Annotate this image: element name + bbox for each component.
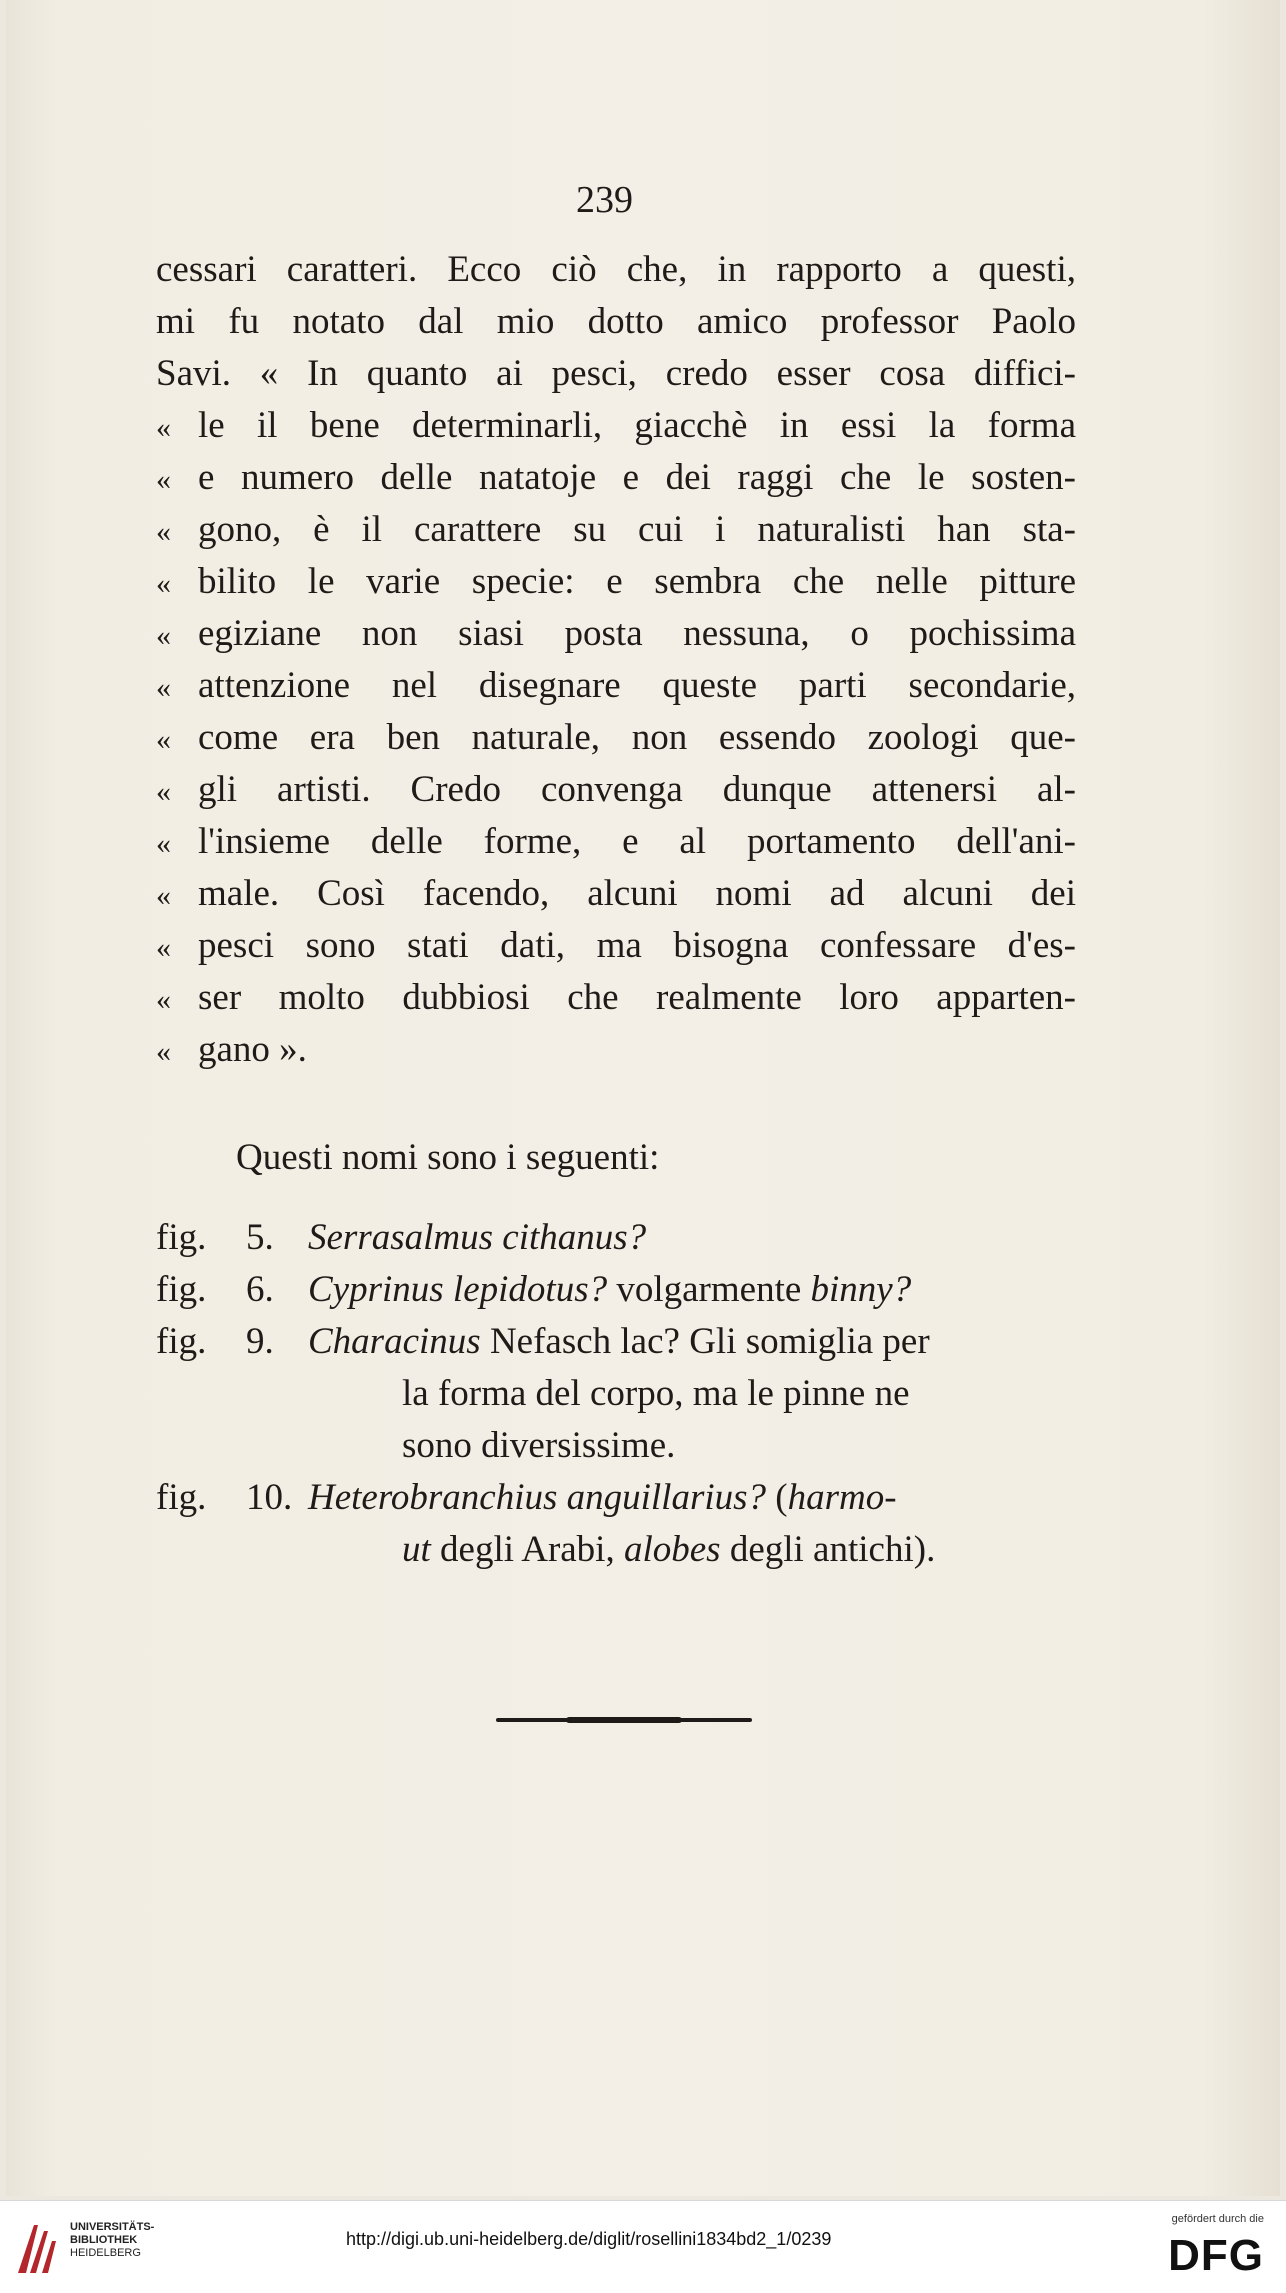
- text-line: [156, 400, 1076, 452]
- text-line: [156, 244, 1076, 296]
- quote-mark: «: [156, 775, 171, 808]
- text-line-content: mi fu notato dal mio dotto amico professor Paolo: [156, 301, 1076, 342]
- text-line: [156, 608, 1076, 660]
- text-line-content: pesci sono stati dati, ma bisogna confessare d'es-: [198, 925, 1076, 966]
- figure-note: degli Arabi,: [430, 1529, 624, 1570]
- figure-number: 9.: [246, 1321, 274, 1362]
- figure-description-continued: sono diversissime.: [402, 1425, 676, 1466]
- quote-mark: «: [156, 723, 171, 756]
- species-name: Cyprinus lepidotus?: [308, 1269, 608, 1310]
- figure-list: [156, 1212, 1086, 1576]
- text-line-content: ser molto dubbiosi che realmente loro apparten-: [198, 977, 1076, 1018]
- figure-entry: [156, 1212, 1086, 1264]
- quote-mark: «: [156, 515, 171, 548]
- text-line: [156, 816, 1076, 868]
- figure-number: 10.: [246, 1477, 293, 1518]
- text-line: [156, 920, 1076, 972]
- figure-label: fig.: [156, 1321, 207, 1362]
- text-line: [156, 868, 1076, 920]
- figure-list-intro: Questi nomi sono i seguenti:: [236, 1137, 660, 1178]
- text-line-content: gano ».: [198, 1029, 307, 1070]
- figure-note: degli antichi).: [720, 1529, 936, 1570]
- page-permalink[interactable]: http://digi.ub.uni-heidelberg.de/diglit/rosellini1834bd2_1/0239: [346, 2229, 832, 2249]
- library-name-line: UNIVERSITÄTS-: [70, 2221, 155, 2233]
- species-name: Characinus: [308, 1321, 481, 1362]
- quote-mark: «: [156, 983, 171, 1016]
- figure-entry: [156, 1316, 1086, 1368]
- text-line: [156, 296, 1076, 348]
- text-line: [156, 452, 1076, 504]
- figure-description: [308, 1316, 1086, 1368]
- text-line: [156, 712, 1076, 764]
- text-line-content: come era ben naturale, non essendo zoologi que-: [198, 717, 1076, 758]
- ancient-name: alobes: [623, 1529, 721, 1570]
- text-line-content: attenzione nel disegnare queste parti secondarie,: [198, 665, 1076, 706]
- figure-description-continued: la forma del corpo, ma le pinne ne: [402, 1373, 910, 1414]
- library-name-line: HEIDELBERG: [70, 2247, 141, 2259]
- figure-description: [308, 1264, 1086, 1316]
- university-library-logo-icon: [14, 2217, 58, 2277]
- vernacular-name: binny?: [810, 1269, 912, 1310]
- book-page: [6, 0, 1280, 2196]
- figure-note: Nefasch lac? Gli somiglia per: [480, 1321, 930, 1362]
- text-line-content: Savi. « In quanto ai pesci, credo esser cosa diffici-: [156, 353, 1076, 394]
- text-line: [156, 764, 1076, 816]
- figure-label: fig.: [156, 1269, 207, 1310]
- quote-mark: «: [156, 931, 171, 964]
- text-line-content: egiziane non siasi posta nessuna, o pochissima: [198, 613, 1076, 654]
- funding-caption: gefördert durch die: [1171, 2213, 1264, 2225]
- quote-mark: «: [156, 619, 171, 652]
- figure-number: 6.: [246, 1269, 274, 1310]
- figure-description: [308, 1212, 1086, 1264]
- species-name: Heterobranchius anguillarius?: [308, 1477, 767, 1518]
- section-end-rule: [496, 1718, 752, 1722]
- text-line-content: gli artisti. Credo convenga dunque attenersi al-: [198, 769, 1076, 810]
- figure-label: fig.: [156, 1217, 207, 1258]
- text-line-content: bilito le varie specie: e sembra che nelle pitture: [198, 561, 1076, 602]
- quote-mark: «: [156, 671, 171, 704]
- figure-entry: [156, 1264, 1086, 1316]
- quote-mark: «: [156, 827, 171, 860]
- text-line-content: le il bene determinarli, giacchè in essi la forma: [198, 405, 1076, 446]
- figure-number: 5.: [246, 1217, 274, 1258]
- text-line-content: gono, è il carattere su cui i naturalisti han sta-: [198, 509, 1076, 550]
- figure-description-continued: [156, 1524, 1086, 1576]
- species-name: Serrasalmus cithanus?: [308, 1217, 647, 1258]
- text-line-content: e numero delle natatoje e dei raggi che le sosten-: [198, 457, 1076, 498]
- text-line: [156, 1024, 1076, 1076]
- quote-mark: «: [156, 1035, 171, 1068]
- quote-mark: «: [156, 411, 171, 444]
- viewer-footer: [0, 2200, 1286, 2293]
- vernacular-name: ut: [402, 1529, 431, 1570]
- figure-label: fig.: [156, 1477, 207, 1518]
- text-line: [156, 972, 1076, 1024]
- text-line-content: male. Così facendo, alcuni nomi ad alcuni dei: [198, 873, 1076, 914]
- figure-note: volgarmente: [607, 1269, 811, 1310]
- text-line: [156, 660, 1076, 712]
- text-line: [156, 556, 1076, 608]
- quote-mark: «: [156, 463, 171, 496]
- text-line: [156, 348, 1076, 400]
- library-name-line: BIBLIOTHEK: [70, 2234, 138, 2246]
- library-name: [70, 2221, 154, 2260]
- figure-entry: [156, 1472, 1086, 1524]
- quote-mark: «: [156, 879, 171, 912]
- text-line-content: l'insieme delle forme, e al portamento dell'ani-: [198, 821, 1076, 862]
- quote-mark: «: [156, 567, 171, 600]
- vernacular-name: harmo-: [787, 1477, 897, 1518]
- main-paragraph: [156, 244, 1076, 1076]
- figure-description: [308, 1472, 1086, 1524]
- dfg-logo: DFG: [1168, 2231, 1264, 2280]
- page-number: 239: [576, 179, 633, 221]
- figure-note: (: [766, 1477, 788, 1518]
- text-line-content: cessari caratteri. Ecco ciò che, in rapporto a questi,: [156, 249, 1076, 290]
- text-line: [156, 504, 1076, 556]
